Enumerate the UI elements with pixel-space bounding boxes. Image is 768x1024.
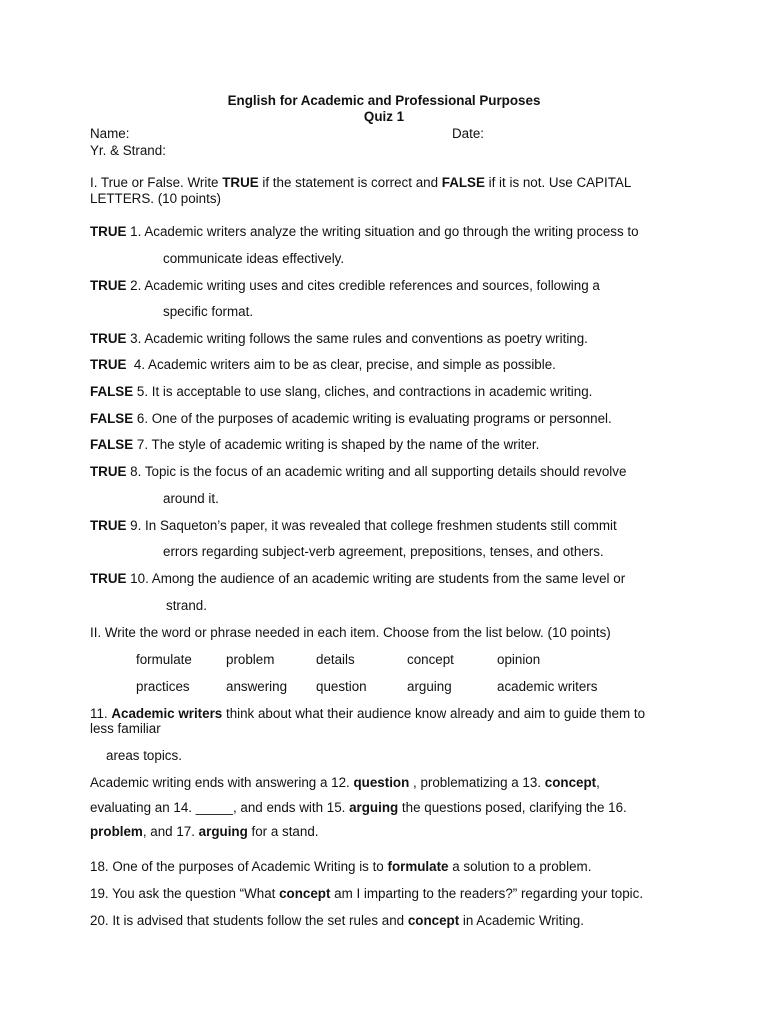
word-bank-item: practices [136,679,190,694]
paragraph-line-3: problem, and 17. arguing for a stand. [90,824,319,839]
word-bank-item: arguing [407,679,452,694]
word-bank-item: problem [226,652,275,667]
date-label: Date: [452,126,485,141]
word-bank-item: academic writers [497,679,598,694]
item-18: 18. One of the purposes of Academic Writing is to formulate a solution to a problem. [90,859,592,874]
item-11-cont: less familiar [90,721,161,736]
tf-item-1-cont: communicate ideas effectively. [163,251,345,266]
word-bank-item: answering [226,679,288,694]
tf-item-2: TRUE 2. Academic writing uses and cites credible references and sources, following a [90,278,600,293]
tf-item-10-cont: strand. [166,598,207,613]
tf-item-1: TRUE 1. Academic writers analyze the writing situation and go through the writing process to [90,224,639,239]
tf-item-7: FALSE 7. The style of academic writing is shaped by the name of the writer. [90,437,540,452]
part1-instruction: I. True or False. Write TRUE if the statement is correct and FALSE if it is not. Use CAPITAL [90,175,632,190]
paragraph-line-1: Academic writing ends with answering a 12. question , problematizing a 13. concept, [90,775,600,790]
tf-item-3: TRUE 3. Academic writing follows the same rules and conventions as poetry writing. [90,331,588,346]
item-11-cont2: areas topics. [106,748,182,763]
paragraph-line-2: evaluating an 14. _____, and ends with 15. arguing the questions posed, clarifying the 16. [90,800,627,815]
item-19: 19. You ask the question “What concept am I imparting to the readers?” regarding your topic. [90,886,644,901]
tf-item-5: FALSE 5. It is acceptable to use slang, cliches, and contractions in academic writing. [90,384,593,399]
item-20: 20. It is advised that students follow the set rules and concept in Academic Writing. [90,913,584,928]
name-label: Name: [90,126,130,141]
tf-item-9-cont: errors regarding subject-verb agreement, prepositions, tenses, and others. [163,544,604,559]
document-title: English for Academic and Professional Purposes [227,93,541,108]
tf-item-4: TRUE 4. Academic writers aim to be as clear, precise, and simple as possible. [90,357,556,372]
document-subtitle: Quiz 1 [363,109,405,124]
word-bank-item: formulate [136,652,192,667]
word-bank-item: opinion [497,652,541,667]
word-bank-item: details [316,652,355,667]
part1-instruction-cont: LETTERS. (10 points) [90,191,221,206]
tf-item-2-cont: specific format. [163,304,254,319]
item-11: 11. Academic writers think about what their audience know already and aim to guide them to [90,706,646,721]
tf-item-6: FALSE 6. One of the purposes of academic writing is evaluating programs or personnel. [90,411,612,426]
word-bank-item: concept [407,652,454,667]
tf-item-10: TRUE 10. Among the audience of an academic writing are students from the same level or [90,571,626,586]
tf-item-8: TRUE 8. Topic is the focus of an academic writing and all supporting details should revolve [90,464,627,479]
word-bank-item: question [316,679,367,694]
strand-label: Yr. & Strand: [90,143,166,158]
tf-item-9: TRUE 9. In Saqueton’s paper, it was revealed that college freshmen students still commit [90,518,617,533]
tf-item-8-cont: around it. [163,491,219,506]
part2-instruction: II. Write the word or phrase needed in each item. Choose from the list below. (10 points) [90,625,611,640]
